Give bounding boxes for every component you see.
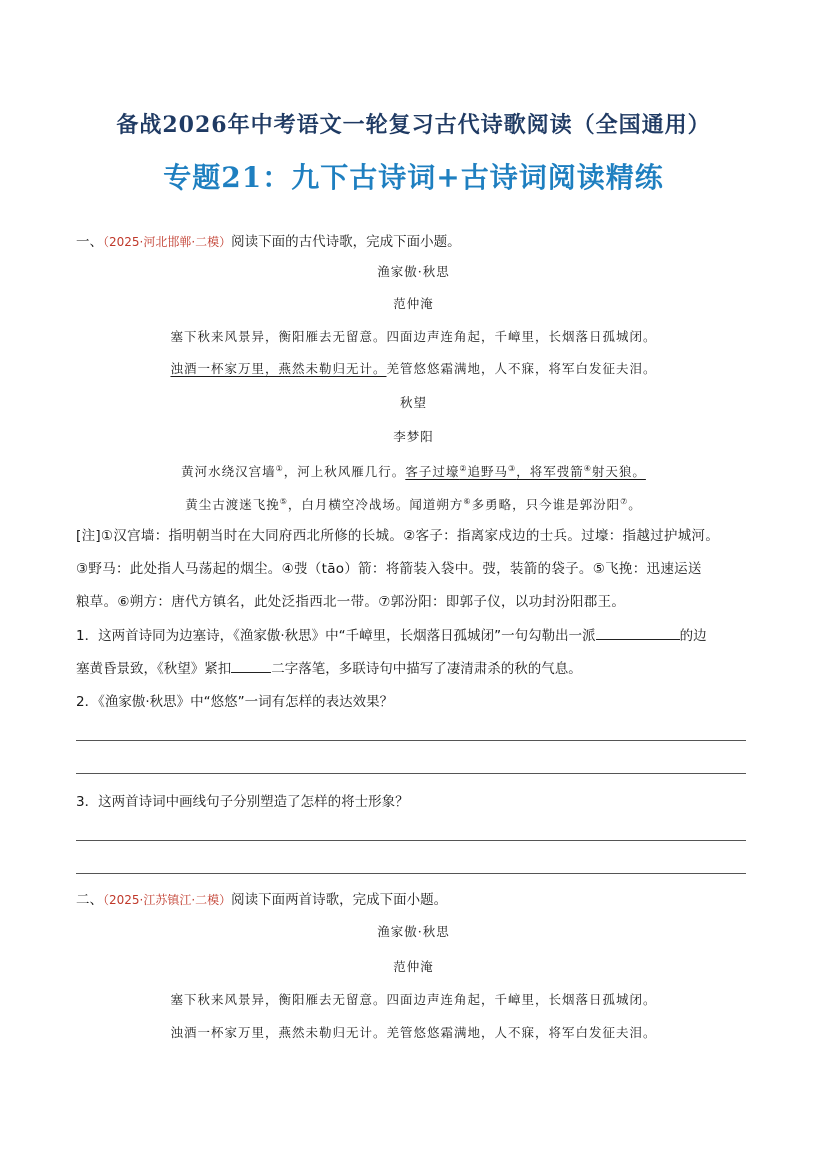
section-2-poem-author: 范仲淹 (393, 959, 434, 974)
section-2-number: 二、 (76, 892, 103, 908)
poem-2-text: 黄尘古渡迷飞挽 (185, 497, 280, 513)
question-1-text: 1．这两首诗同为边塞诗，《渔家傲·秋思》中“千嶂里，长烟落日孤城闭”一句勾勒出一派 (76, 628, 596, 644)
section-1-instruction: 阅读下面的古代诗歌，完成下面小题。 (231, 234, 461, 250)
note-marker: ① (275, 464, 284, 473)
poem-1-line-2 (0, 359, 827, 379)
notes-line-2: ③野马：此处指人马荡起的烟尘。④弢（tāo）箭：将箭装入袋中。弢，装箭的袋子。⑤飞挽：迅速运送 (76, 561, 702, 577)
question-1-line-2 (76, 658, 582, 679)
question-1-text: 二字落笔，多联诗句中描写了凄清肃杀的秋的气息。 (271, 661, 582, 677)
note-marker: ⑥ (463, 497, 472, 506)
poem-2-underlined-sentence (405, 464, 646, 479)
answer-line[interactable] (76, 773, 746, 774)
answer-line[interactable] (76, 740, 746, 741)
section-2-poem-line-2: 浊酒一杯家万里，燕然未勒归无计。羌管悠悠霜满地，人不寐，将军白发征夫泪。 (170, 1025, 657, 1040)
question-3: 3．这两首诗词中画线句子分别塑造了怎样的将士形象？ (76, 794, 409, 810)
section-2-poem-title: 渔家傲·秋思 (377, 924, 450, 939)
poem-2-line-2 (0, 492, 827, 515)
poem-1-underlined-sentence: 浊酒一杯家万里，燕然未勒归无计。 (170, 361, 387, 376)
poem-2-line-1 (0, 459, 827, 482)
poem-2-text: 。 (628, 497, 642, 513)
question-2: 2．《渔家傲·秋思》中“悠悠”一词有怎样的表达效果？ (76, 694, 394, 710)
answer-line[interactable] (76, 873, 746, 874)
note-marker: ⑤ (279, 497, 288, 506)
poem-1-line-1: 塞下秋来风景异，衡阳雁去无留意。四面边声连角起，千嶂里，长烟落日孤城闭。 (170, 329, 657, 344)
poem-1-line-2-rest: 羌管悠悠霜满地，人不寐，将军白发征夫泪。 (386, 361, 657, 376)
answer-blank-2[interactable] (231, 658, 271, 673)
question-1-line-1 (76, 625, 707, 646)
note-marker: ② (459, 464, 468, 473)
poem-2-author: 李梦阳 (393, 429, 434, 444)
poem-1-title: 渔家傲·秋思 (377, 264, 450, 279)
poem-2-text: 黄河水绕汉宫墙 (181, 464, 276, 480)
poem-1-author: 范仲淹 (393, 296, 434, 311)
poem-2-text: ，河上秋风雁几行。 (283, 464, 406, 480)
note-marker: ④ (583, 464, 592, 473)
poem-2-text: ，白月横空冷战场。闻道朔方 (287, 497, 464, 513)
notes-line-3: 粮草。⑥朔方：唐代方镇名，此处泛指西北一带。⑦郭汾阳：即郭子仪，以功封汾阳郡王。 (76, 594, 626, 610)
section-2-heading (76, 890, 447, 910)
document-title: 备战2026年中考语文一轮复习古代诗歌阅读（全国通用） (116, 112, 711, 138)
poem-2-text: ，将军弢箭 (516, 464, 584, 480)
section-1-source: （2025·河北邯郸·二模） (103, 235, 232, 249)
poem-2-text: 射天狼。 (591, 464, 646, 480)
section-1-heading (76, 232, 461, 252)
question-1-text: 的边 (679, 628, 707, 644)
answer-line[interactable] (76, 840, 746, 841)
poem-2-text: 多勇略，只今谁是郭汾阳 (471, 497, 621, 513)
poem-2-title: 秋望 (399, 395, 427, 410)
note-marker: ⑦ (620, 497, 629, 506)
section-2-instruction: 阅读下面两首诗歌，完成下面小题。 (231, 892, 448, 908)
question-1-text: 塞黄昏景致，《秋望》紧扣 (76, 661, 232, 677)
document-subtitle: 专题21：九下古诗词+古诗词阅读精练 (163, 161, 664, 194)
section-2-source: （2025·江苏镇江·二模） (103, 893, 232, 907)
notes-line-1: [注]①汉宫墙：指明朝当时在大同府西北所修的长城。②客子：指离家戍边的士兵。过壕：指越过护城河。 (76, 528, 720, 544)
poem-2-text: 客子过壕 (405, 464, 460, 480)
poem-2-text: 追野马 (467, 464, 509, 480)
section-1-number: 一、 (76, 234, 103, 250)
answer-blank-1[interactable] (596, 625, 680, 640)
note-marker: ③ (508, 464, 517, 473)
section-2-poem-line-1: 塞下秋来风景异，衡阳雁去无留意。四面边声连角起，千嶂里，长烟落日孤城闭。 (170, 992, 657, 1007)
